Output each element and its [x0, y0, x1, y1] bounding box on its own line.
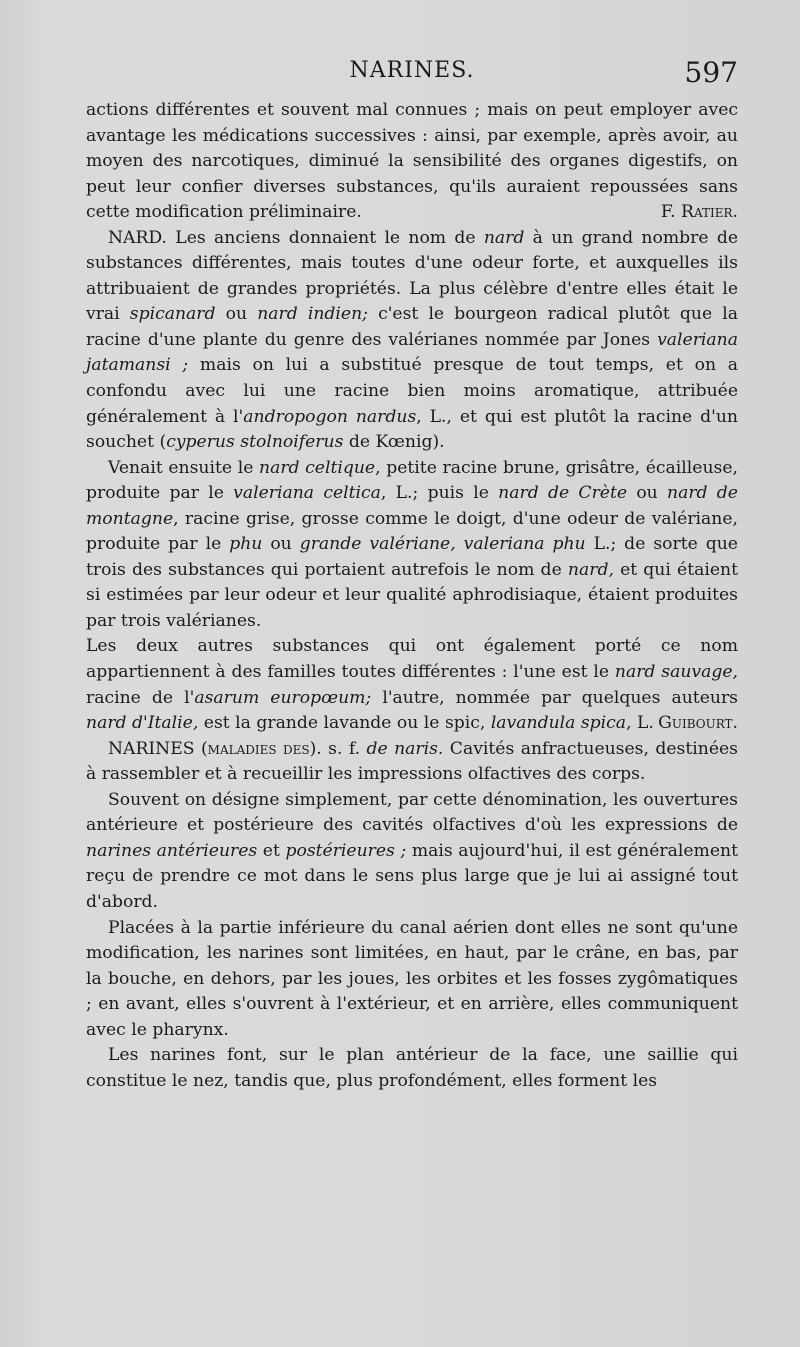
headword: NARD. [108, 227, 168, 248]
italic-term: phu [229, 534, 263, 555]
italic-term: nard de montagne [86, 483, 738, 529]
body-text [86, 98, 738, 1094]
paragraph-souvent [86, 788, 738, 916]
text-run: mais aujourd'hui, il est généralement reçu de prendre ce mot dans le sens plus large que je lui ai assigné tout d'abord. [86, 840, 738, 912]
paragraph-placees [86, 916, 738, 1044]
text-run: est la grande lavande ou le spic, [198, 713, 491, 734]
text-run: , racine grise, grosse comme le doigt, d'une odeur de valériane, produite par le [86, 508, 738, 555]
paragraph-text: actions différentes et souvent mal connues ; mais on peut employer avec avantage les médications successives : ainsi, par exemple, après avoir, au moyen des narcotiques, diminué la sensibilité des organes digestifs, on peut leur confier diverses substances, qu'ils auraient repoussées sans cette modification préliminaire. [86, 100, 738, 223]
author-signature: F. Ratier. [660, 202, 738, 223]
running-title: NARINES. [349, 58, 475, 83]
text-run: ou [627, 483, 667, 504]
text-run: de Kœnig). [343, 432, 445, 453]
paragraph-venait [86, 456, 738, 635]
page-header [86, 56, 738, 90]
author-signature: Guibourt. [658, 713, 738, 734]
italic-term: narines antérieures [86, 840, 258, 861]
text-run: s. f. [321, 738, 367, 759]
italic-term: andropogon nardus [243, 406, 417, 427]
italic-term: grande valériane, valeriana phu [299, 534, 586, 555]
italic-term: nard celtique [259, 457, 376, 478]
paragraph-les-deux [86, 634, 738, 736]
italic-term: valeriana jatamansi ; [86, 329, 738, 376]
italic-term: nard [483, 227, 525, 248]
italic-term: postérieures ; [285, 840, 407, 861]
headword-qualifier: (maladies des). [200, 738, 322, 759]
article-narines [86, 737, 738, 788]
italic-term: lavandula spica [490, 713, 627, 734]
text-run: Les deux autres substances qui ont également porté ce nom appartiennent à des familles toutes différentes : l'une est le [86, 636, 738, 683]
text-run: ou [262, 534, 300, 555]
text-run: L.; de sorte que trois des substances qui portaient autrefois le nom de [86, 534, 738, 580]
italic-term: asarum europœum; [194, 687, 372, 708]
italic-term: nard d'Italie, [86, 713, 199, 734]
text-run: , L.; puis le [380, 483, 499, 504]
headword: NARINES [108, 738, 195, 759]
text-run: ou [215, 304, 258, 325]
italic-term: nard sauvage, [614, 662, 738, 683]
text-run: l'autre, nommée par quelques auteurs [371, 687, 738, 708]
italic-term: nard indien; [257, 304, 368, 325]
article-nard [86, 226, 738, 456]
text-run: et [257, 840, 286, 861]
text-run: à un grand nombre de substances différentes, mais toutes d'une odeur forte, et auxquelles ils attribuaient de grandes propriétés. La plus célèbre d'entre elles était le vrai [86, 227, 738, 325]
text-run: Les anciens donnaient le nom de [167, 227, 484, 248]
text-run: racine de l' [86, 687, 195, 708]
text-run: et qui étaient si estimées par leur odeur et leur qualité aphrodisiaque, étaient produites par trois valérianes. [86, 559, 738, 631]
italic-term: cyperus stolnoiferus [166, 432, 344, 453]
italic-term: de naris. [366, 738, 444, 759]
italic-term: spicanard [129, 304, 216, 325]
text-run: , L. [626, 713, 654, 734]
text-run: , petite racine brune, grisâtre, écailleuse, produite par le [86, 457, 738, 504]
text-run: Souvent on désigne simplement, par cette dénomination, les ouvertures antérieure et postérieure des cavités olfactives d'où les expressions de [86, 789, 738, 836]
paragraph-les-narines [86, 1043, 738, 1094]
italic-term: nard de Crète [498, 483, 628, 504]
italic-term: valeriana celtica [233, 483, 381, 504]
paragraph-end-of-previous-article [86, 98, 738, 226]
text-run: c'est le bourgeon radical plutôt que la racine d'une plante du genre des valérianes nommée par Jones [86, 304, 738, 350]
text-run: mais on lui a substitué presque de tout temps, et on a confondu avec lui une racine bien moins aromatique, attribuée généralement à l' [86, 355, 738, 427]
page-number: 597 [684, 56, 738, 89]
text-run: Venait ensuite le [108, 457, 259, 478]
italic-term: nard, [567, 559, 614, 580]
text-run: Cavités anfractueuses, destinées à rassembler et à recueillir les impressions olfactives des corps. [86, 738, 738, 785]
paragraph-text: Les narines font, sur le plan antérieur de la face, une saillie qui constitue le nez, tandis que, plus profondément, elles forment les [86, 1045, 738, 1091]
paragraph-text: Placées à la partie inférieure du canal aérien dont elles ne sont qu'une modification, les narines sont limitées, en haut, par le crâne, en bas, par la bouche, en dehors, par les joues, les orbites et les fosses zygômatiques ; en avant, elles s'ouvrent à l'extérieur, et en arrière, elles communiquent avec le pharynx. [86, 917, 738, 1040]
text-run: , L., et qui est plutôt la racine d'un souchet ( [86, 406, 739, 453]
